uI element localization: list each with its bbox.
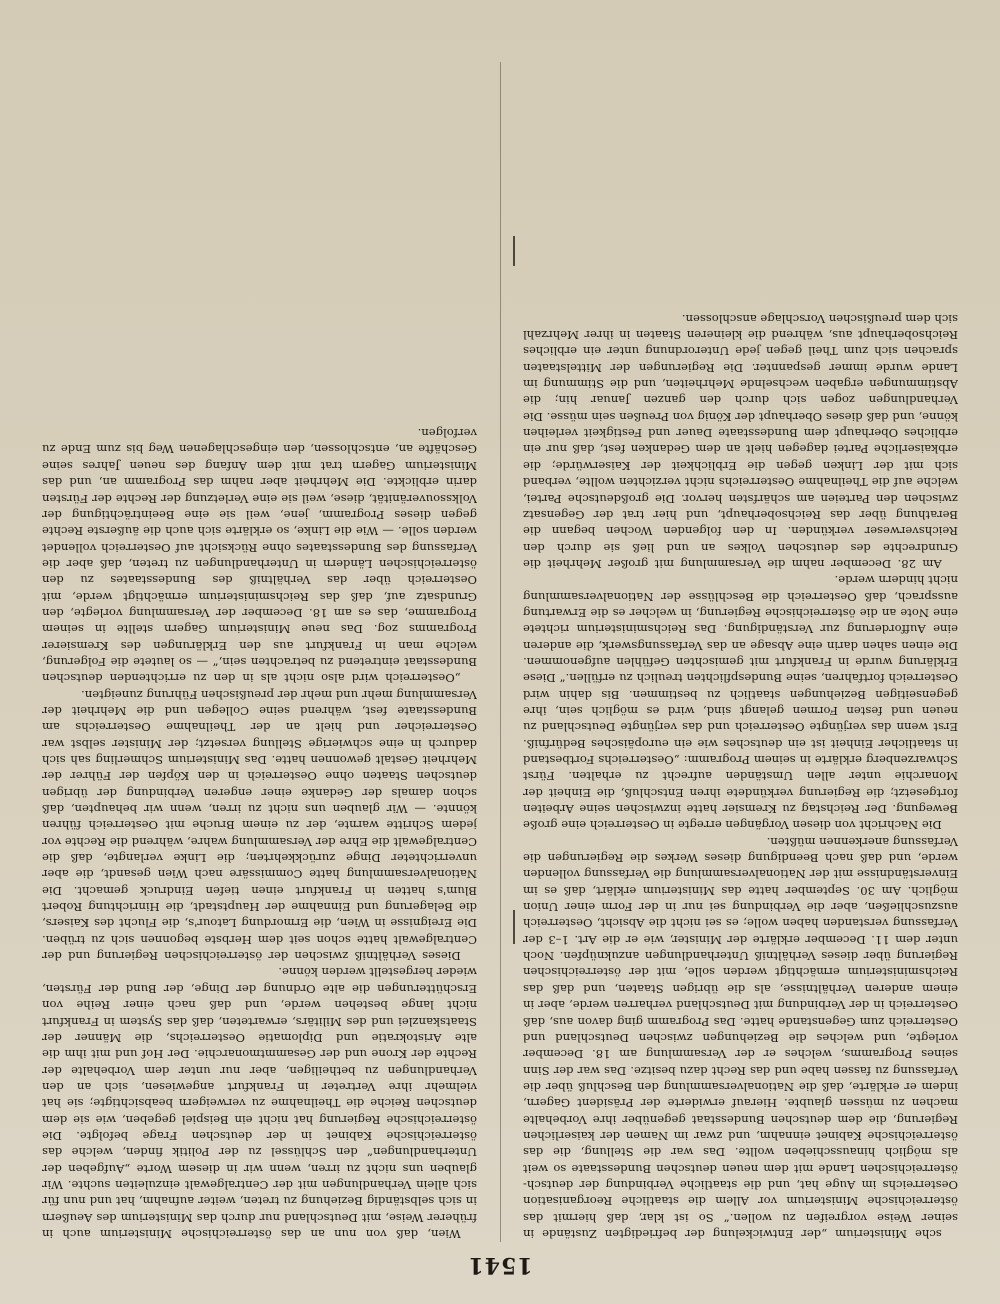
margin-pencil-mark [513, 910, 515, 944]
left-column [523, 67, 958, 1242]
margin-pencil-mark [513, 236, 515, 266]
right-column [42, 67, 477, 1242]
page-number: 1541 [467, 1252, 533, 1278]
left-paragraph: Die Nachricht von diesen Vorgängen erregte in Oesterreich eine große Bewegung. Der Reichstag zu Kremsier hatte inzwischen seine Arbeiten fortgesetzt; die Regierung verkündete ihren Entschluß, die Einheit der Monarchie unter allen Umständen aufrecht zu erhalten. Fürst Schwarzenberg erklärte in seinem Programm: „Oesterreichs Fortbestand in staatlicher Einheit ist ein deutsches wie ein europäisches Bedürfniß. Erst wenn das verjüngte Oesterreich und das verjüngte Deutschland zu neuen und festen Formen gelangt sind, wird es möglich sein, ihre gegenseitigen Beziehungen staatlich zu bestimmen. Bis dahin wird Oesterreich fortfahren, seine Bundespflichten treulich zu erfüllen.“ Diese Erklärung wurde in Frankfurt mit gemischten Gefühlen aufgenommen. Die einen sahen darin eine Absage an das Verfassungswerk, die anderen eine Aufforderung zur Verständigung. Das Reichsministerium richtete eine Note an die österreichische Regierung, in welcher es die Erwartung aussprach, daß Oesterreich die Beschlüsse der Nationalversammlung nicht hindern werde. [523, 573, 958, 833]
column-divider [500, 62, 501, 1242]
right-paragraph: „Oesterreich wird also nicht als in den zu errichtenden deutschen Bundesstaat eintretend zu betrachten sein,“ — so lautete die Folgerung, welche man in Frankfurt aus den Erklärungen des Kremsierer Programms zog. Das neue Ministerium Gagern stellte in seinem Programme, das es am 18. December der Versammlung vorlegte, den Grundsatz auf, daß das Reichsministerium ermächtigt werde, mit Oesterreich über das Verhältniß des Bundesstaates zu den österreichischen Ländern in Unterhandlungen zu treten, daß aber die Verfassung des Bundesstaates ohne Rücksicht auf Oesterreich vollendet werden solle. — Wie die Linke, so erklärte sich auch die äußerste Rechte gegen dieses Programm, jene, weil sie eine Beeinträchtigung der Volkssouveränität, diese, weil sie eine Verletzung der Rechte der Fürsten darin erblickte. Die Mehrheit aber nahm das Programm an, und das Ministerium Gagern trat mit dem Anfang des neuen Jahres seine Geschäfte an, entschlossen, den eingeschlagenen Weg bis zum Ende zu verfolgen. [42, 426, 477, 686]
left-paragraph: sche Ministerium „der Entwickelung der befriedigten Zustände in seiner Weise vorgreifen zu wollen.“ So ist klar, daß hiermit das österreichische Ministerium vor Allem die staatliche Reorganisation Oesterreichs im Auge hat, und die staatliche Verbindung der deutsch-österreichischen Lande mit dem neuen deutschen Bundesstaate so weit als möglich hinausschieben wollte. Das war die Stellung, die das österreichische Kabinet einnahm, und zwar im Namen der kaiserlichen Regierung, die dem deutschen Bundesstaat gegenüber ihre Vorbehalte machen zu müssen glaubte. Hierauf erwiderte der Präsident Gagern, indem er erklärte, daß die Nationalversammlung den Beschluß über die Verfassung zu fassen habe und das Recht dazu besitze. Das war der Sinn seines Programms, welches er der Versammlung am 18. December vorlegte, und welches die Beziehungen zwischen Deutschland und Oesterreich zum Gegenstande hatte. Das Programm ging davon aus, daß Oesterreich in der Verbindung mit Deutschland verharren werde, aber in einem anderen Verhältnisse, als die übrigen Staaten, und daß das Reichsministerium ermächtigt werden solle, mit der österreichischen Regierung über dieses Verhältniß Unterhandlungen anzuknüpfen. Noch unter dem 11. December erklärte der Minister, wie er die Art. 1–3 der Verfassung verstanden haben wolle; es sei nicht die Absicht, Oesterreich auszuschließen, aber die Verbindung sei nur in der Form einer Union möglich. Am 30. September hatte das Ministerium erklärt, daß es im Einverständnisse mit der Nationalversammlung die Verfassung vollenden werde, und daß nach Beendigung dieses Werkes die Regierungen die Verfassung anerkennen müßten. [523, 834, 958, 1241]
left-paragraph: Am 28. December nahm die Versammlung mit großer Mehrheit die Grundrechte des deutschen Volkes an und ließ sie durch den Reichsverweser verkünden. In den folgenden Wochen begann die Berathung über das Reichsoberhaupt, und hier trat der Gegensatz zwischen den Parteien am schärfsten hervor. Die großdeutsche Partei, welche auf die Theilnahme Oesterreichs nicht verzichten wollte, verband sich mit der Linken gegen die Erblichkeit der Kaiserwürde; die erbkaiserliche Partei dagegen hielt an dem Gedanken fest, daß nur ein erbliches Oberhaupt dem Bundesstaate Dauer und Festigkeit verleihen könne, und daß dieses Oberhaupt der König von Preußen sein müsse. Die Verhandlungen zogen sich durch den ganzen Januar hin; die Abstimmungen ergaben wechselnde Mehrheiten, und die Stimmung im Lande wurde immer gespannter. Die Regierungen der Mittelstaaten sprachen sich zum Theil gegen jede Unterordnung unter ein erbliches Reichsoberhaupt aus, während die kleineren Staaten in ihrer Mehrzahl sich dem preußischen Vorschlage anschlossen. [523, 311, 958, 571]
right-paragraph: Wien, daß von nun an das österreichische Ministerium auch in früherer Weise, mit Deutschland nur durch das Ministerium des Aeußern in sich selbständig Beziehung zu treten, weiter aufnahm, hat und nun für sich allein Verhandlungen mit der Centralgewalt einzuleiten suchte. Wir glauben uns nicht zu irren, wenn wir in diesem Worte „Aufgeben der Unterhandlungen“ den Schlüssel zu der Politik finden, welche das österreichische Kabinet in der deutschen Frage befolgte. Die österreichische Regierung hat nicht ein Beispiel gegeben, wie sie dem deutschen Reiche die Theilnahme zu verweigern beabsichtigte; sie hat vielmehr ihre Vertreter in Frankfurt angewiesen, sich an den Verhandlungen zu betheiligen, aber nur unter dem Vorbehalte der Rechte der Krone und der Gesammtmonarchie. Der Hof und mit ihm die alte Aristokratie und Diplomatie Oesterreichs, die Männer der Staatskanzlei und des Militärs, erwarteten, daß das System in Frankfurt nicht lange bestehen werde, und daß nach einer Reihe von Erschütterungen die alte Ordnung der Dinge, der Bund der Fürsten, wieder hergestellt werden könne. [42, 965, 477, 1241]
right-paragraph: Dieses Verhältniß zwischen der österreichischen Regierung und der Centralgewalt hatte schon seit dem Herbste begonnen sich zu trüben. Die Ereignisse in Wien, die Ermordung Latour's, die Flucht des Kaisers, die Belagerung und Einnahme der Hauptstadt, die Hinrichtung Robert Blum's hatten in Frankfurt einen tiefen Eindruck gemacht. Die Nationalversammlung hatte Commissäre nach Wien gesandt, die aber unverrichteter Dinge zurückkehrten; die Linke verlangte, daß die Centralgewalt die Ehre der Versammlung wahre, während die Rechte vor jedem Schritte warnte, der zu einem Bruche mit Oesterreich führen könnte. — Wir glauben uns nicht zu irren, wenn wir behaupten, daß schon damals der Gedanke einer engeren Verbindung der übrigen deutschen Staaten ohne Oesterreich in den Köpfen der Führer der Mehrheit Gestalt gewonnen hatte. Das Ministerium Schmerling sah sich dadurch in eine schwierige Stellung versetzt; der Minister selbst war Oesterreicher und hielt an der Theilnahme Oesterreichs am Bundesstaate fest, während seine Collegen und die Mehrheit der Versammlung mehr und mehr der preußischen Führung zuneigten. [42, 687, 477, 964]
